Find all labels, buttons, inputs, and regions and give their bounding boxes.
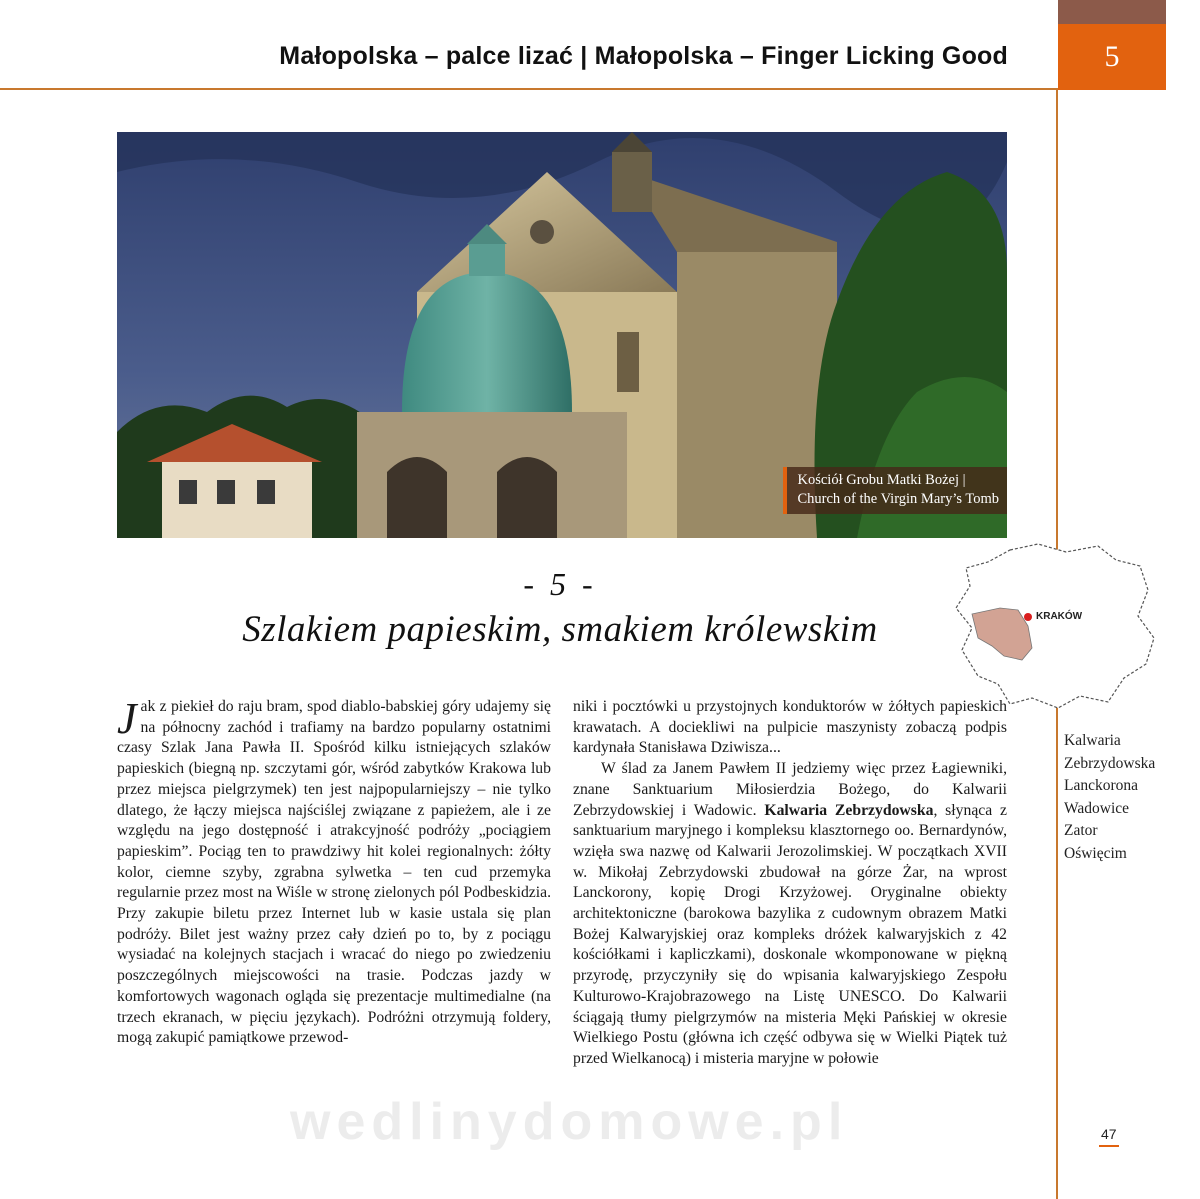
map-city-label: KRAKÓW bbox=[1036, 611, 1083, 622]
caption-line-1: Kościół Grobu Matki Bożej | bbox=[797, 472, 966, 488]
page-number-underline bbox=[1099, 1145, 1119, 1147]
running-header-title: Małopolska – palce lizać | Małopolska – Finger Licking Good bbox=[279, 42, 1008, 70]
photo-caption bbox=[783, 467, 1007, 514]
places-list bbox=[1064, 730, 1155, 866]
chapter-number-box bbox=[1058, 24, 1166, 90]
list-item: Zebrzydowska bbox=[1064, 754, 1156, 772]
caption-line-2: Church of the Virgin Mary’s Tomb bbox=[797, 491, 999, 507]
body-paragraph: ak z piekieł do raju bram, spod diablo-babskiej góry udajemy się na północny zachód i trafiamy na bardzo popularny ostatnimi czasy Szlak Jana Pawła II. Spośród kilku istniejących szlaków papieskich (biegną np. szczytami gór, wśród zabytków Krakowa lub przez miejsca pielgrzymek) ten jest najpopularniejszy – nie tylko dlatego, że łączy miejsca najściślej związane z papieżem, ale i ze względu na jego dostępność i atrakcyjność podróży „pociągiem papieskim”. Pociąg ten to prawdziwy hit kolei regionalnych: żółty kolor, ciemne szyby, zgrabna sylwetka – ten cud przemyka regularnie przez most na Wiśle w stronę zielonych pól Podbeskidzia. Przy zakupie biletu przez Internet lub w kasie ustala się plan podróży. Bilet jest ważny przez cały dzień po to, by z pociągu wysiadać na kolejnych stacjach i wracać do niego po zwiedzeniu poszczególnych miejscowości na trasie. Podczas jazdy w komfortowych wagonach ogląda się prezentacje multimedialne (na trzech ekranach, w pięciu językach). Podróżni otrzymują foldery, mogą zakupić pamiątkowe przewod- bbox=[117, 698, 551, 1047]
chapter-heading-number: - 5 - bbox=[523, 566, 597, 602]
header-rule bbox=[0, 88, 1058, 90]
paragraph-text: W ślad za Janem Pawłem II jedziemy więc przez Łagiewniki, znane Sanktuarium Miłosierdzia Bożego, do Kalwarii Zebrzydowskiej i Wadowic. bbox=[573, 760, 1007, 819]
page-number: 47 bbox=[1101, 1126, 1117, 1142]
church-photo bbox=[117, 132, 1007, 538]
body-column-left bbox=[117, 694, 551, 1049]
region-map bbox=[948, 538, 1163, 710]
body-paragraph: niki i pocztówki u przystojnych konduktorów w żółtych papieskich krawatach. A dociekliwi na pulpicie maszynisty zobaczą podpis kardynała Stanisława Dziwisza... bbox=[573, 698, 1007, 757]
chapter-number: 5 bbox=[1104, 40, 1120, 73]
watermark: wedlinydomowe.pl bbox=[290, 1093, 849, 1151]
list-item: Lanckorona bbox=[1064, 777, 1139, 795]
body-column-right bbox=[573, 697, 1007, 1070]
list-item: Wadowice bbox=[1064, 799, 1130, 817]
body-paragraph bbox=[573, 759, 1007, 1070]
paragraph-text: , słynąca z sanktuarium maryjnego i kompleksu klasztornego oo. Bernardynów, wzięła swa nazwę od Kalwarii Jerozolimskiej. W początkach XVII w. Mikołaj Zebrzydowski zbudował na górze Żar, na wprost Lanckorony, kopię Drogi Krzyżowej. Oryginalne obiekty architektoniczne (barokowa bazylika z cudownym obrazem Matki Bożej Kalwaryjskiej oraz kompleks dróżek kalwaryjskich z 42 kościółkami i kapliczkami), doskonale wkomponowane w piękną przyrodę, przyczyniły się do wpisania kalwaryjskiego Zespołu Kulturowo-Krajobrazowego na Listę UNESCO. Do Kalwarii ściągają tłumy pielgrzymów na misteria Męki Pańskiej w okresie Wielkiego Postu (główna ich część odbywa się w Wielki Piątek tuż przed Wielkanocą) i misteria maryjne w połowie bbox=[573, 801, 1007, 1067]
place-name-bold: Kalwaria Zebrzydowska bbox=[764, 801, 934, 819]
list-item: Oświęcim bbox=[1064, 844, 1127, 862]
list-item: Zator bbox=[1064, 822, 1098, 840]
krakow-marker-icon bbox=[1024, 613, 1032, 621]
list-item: Kalwaria bbox=[1064, 732, 1121, 749]
chapter-heading-title: Szlakiem papieskim, smakiem królewskim bbox=[242, 609, 878, 650]
drop-cap: J bbox=[117, 694, 137, 743]
header-top-bar bbox=[1058, 0, 1166, 24]
